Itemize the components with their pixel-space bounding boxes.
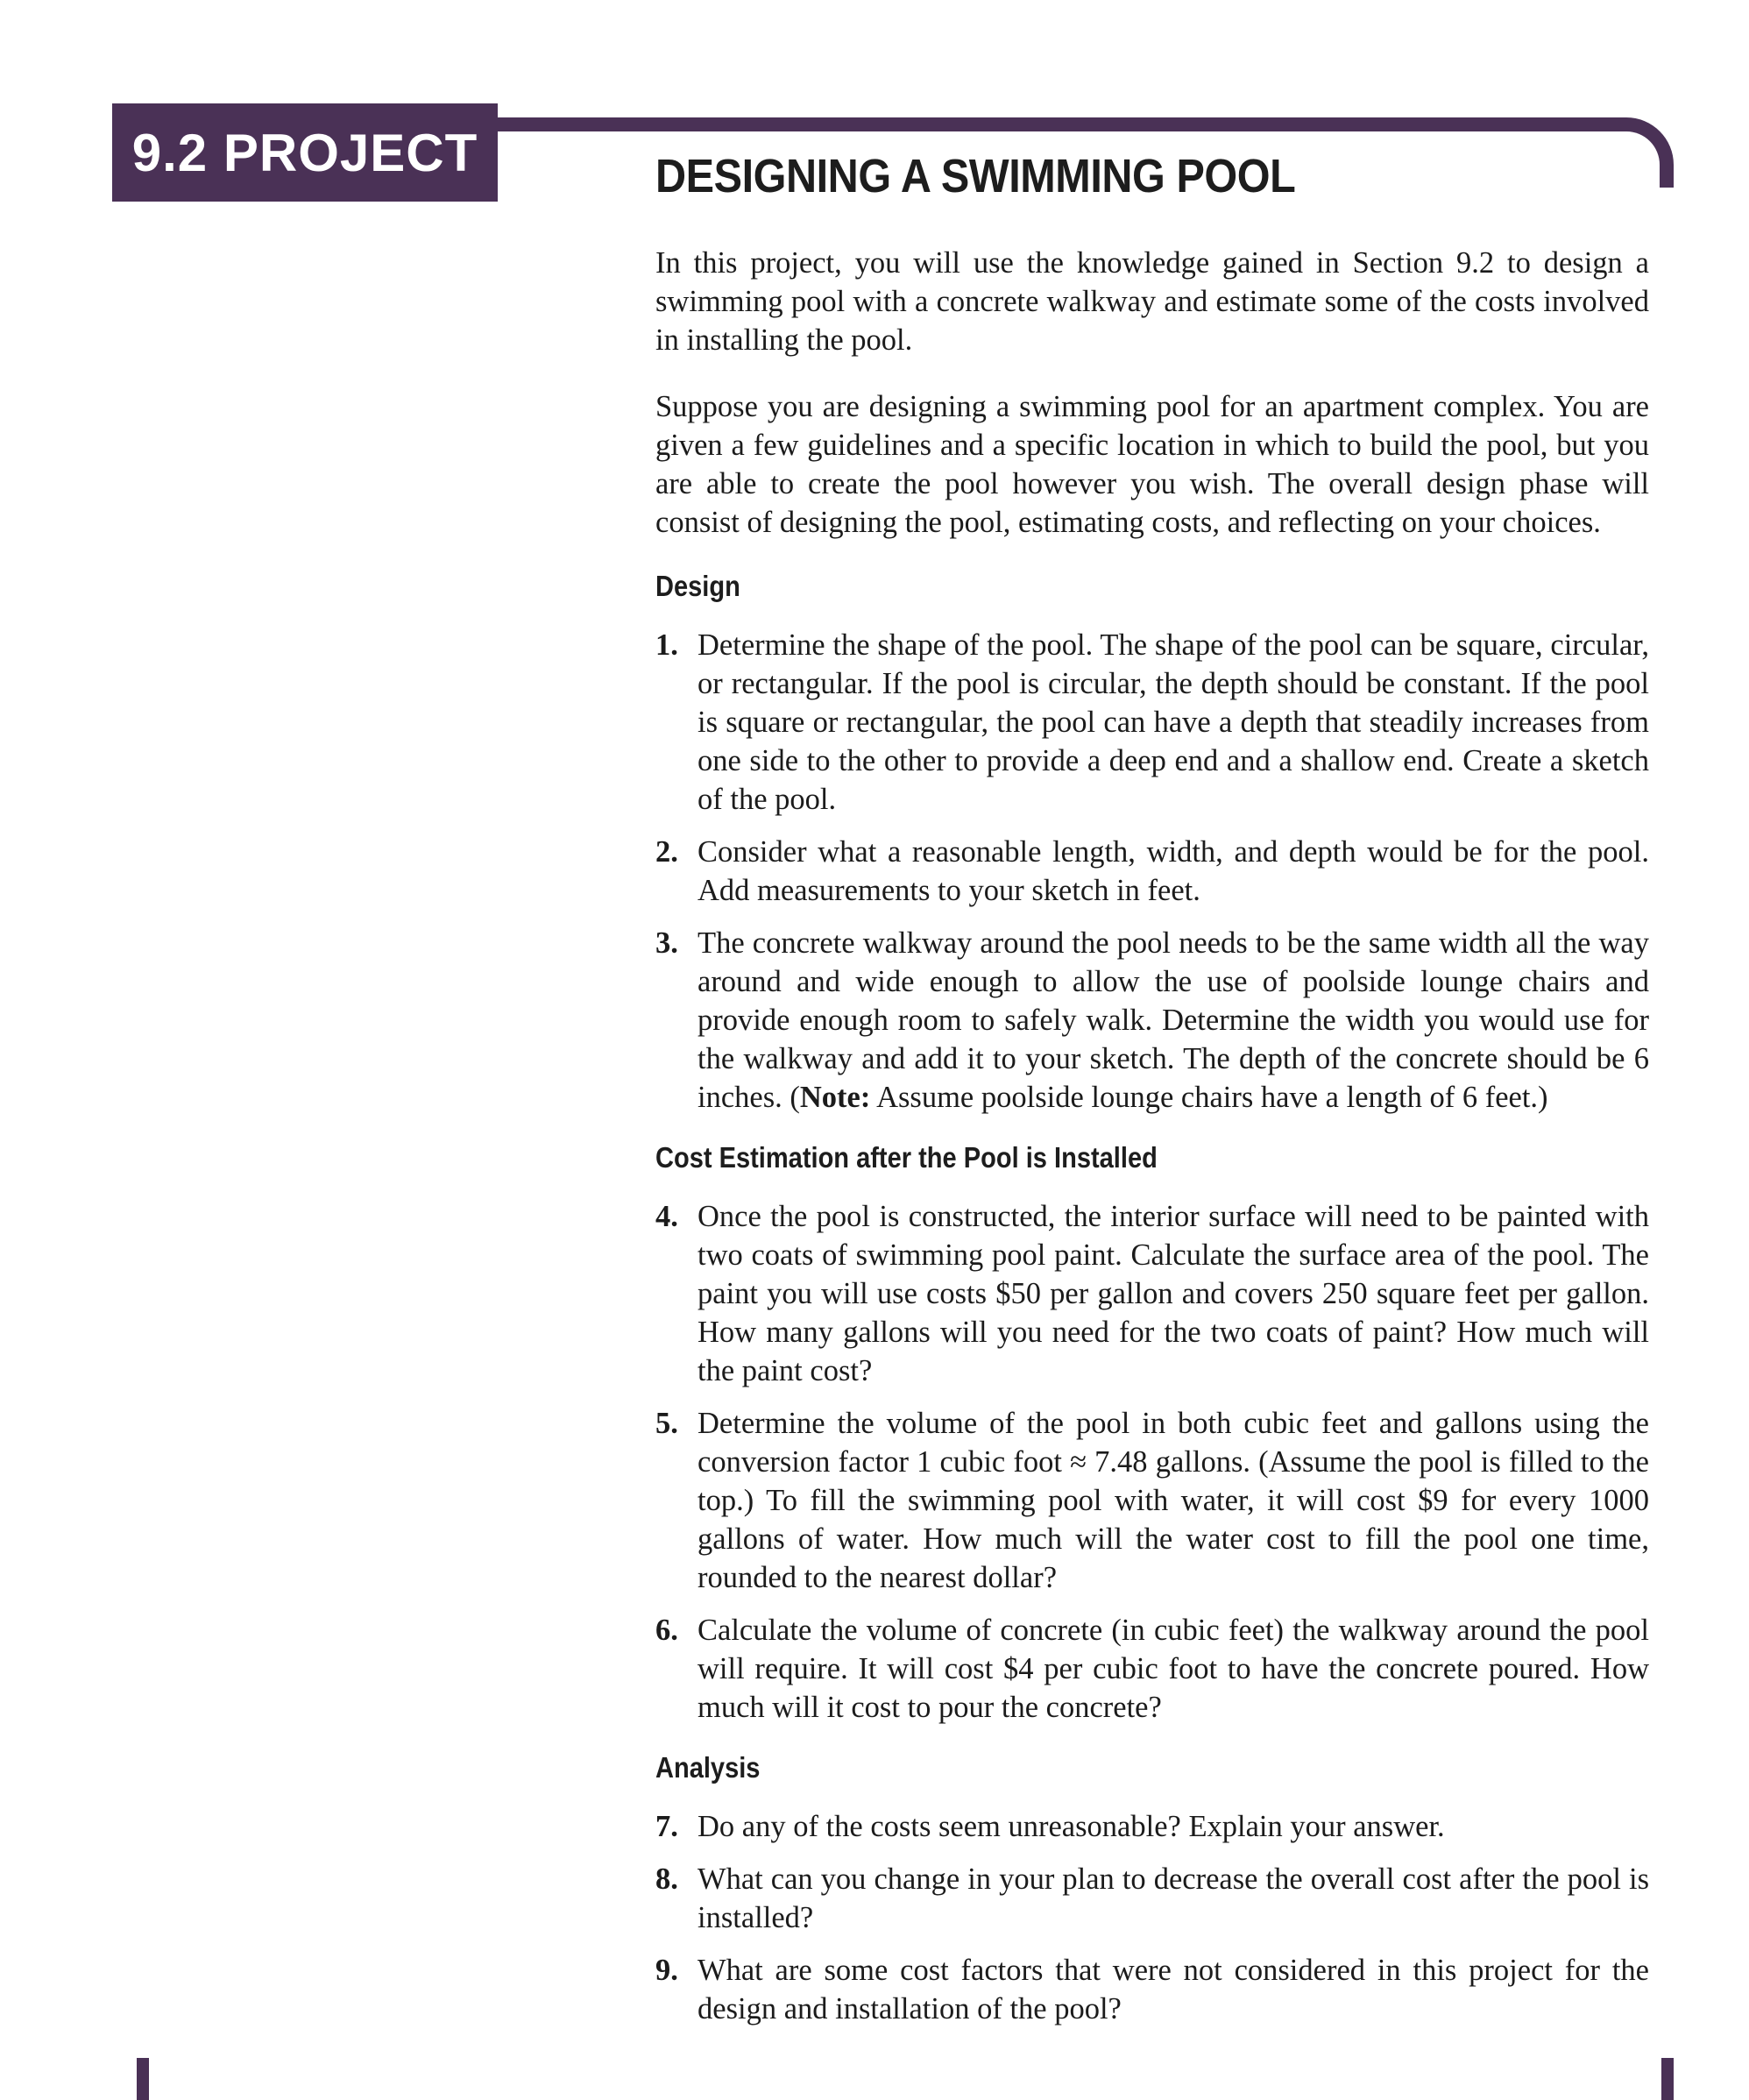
item-text-part: Assume poolside lounge chairs have a length of 6 feet.): [870, 1081, 1548, 1114]
item-number: 7.: [655, 1810, 678, 1843]
intro-paragraph: Suppose you are designing a swimming pool for an apartment complex. You are given a few guidelines and a specific location in which to build the pool, but you are able to create the pool however you wish. The overall design phase will consist of designing the pool, estimating costs, and reflecting on your choices.: [655, 390, 1649, 539]
note-label: Note:: [799, 1081, 871, 1114]
list-item: [655, 1197, 1649, 1390]
list-item: [655, 833, 1649, 910]
list-item: [655, 1860, 1649, 1937]
list-item: [655, 1951, 1649, 2028]
list-item: [655, 924, 1649, 1117]
list-item: [655, 626, 1649, 819]
item-text: Determine the shape of the pool. The shape of the pool can be square, circular, or rectangular. If the pool is circular, the depth should be constant. If the pool is square or rectangular, the pool can have a depth that steadily increases from one side to the other to provide a deep end and a shallow end. Create a sketch of the pool.: [697, 628, 1649, 816]
project-body: [655, 244, 1649, 2042]
item-number: 1.: [655, 628, 678, 662]
list-item: [655, 1807, 1649, 1846]
item-text: Calculate the volume of concrete (in cubic feet) the walkway around the pool will require. It will cost $4 per cubic foot to have the concrete poured. How much will it cost to pour the concrete?: [697, 1614, 1649, 1724]
item-number: 8.: [655, 1862, 678, 1896]
section-tag: 9.2 PROJECT: [112, 103, 498, 202]
item-text: Once the pool is constructed, the interior surface will need to be painted with two coats of swimming pool paint. Calculate the surface area of the pool. The paint you will use costs $50 per gallon and covers 250 square feet per gallon. How many gallons will you need for the two coats of paint? How much will the paint cost?: [697, 1200, 1649, 1387]
item-number: 6.: [655, 1614, 678, 1647]
section-heading-analysis: Analysis: [655, 1751, 761, 1784]
left-bottom-marker: [137, 2058, 149, 2100]
section-heading-cost-estimation: Cost Estimation after the Pool is Installed: [655, 1141, 1158, 1174]
item-text-part: The concrete walkway around the pool needs to be the same width all the way around and wide enough to allow the use of poolside lounge chairs and provide enough room to safely walk. Determine the width you would use for the walkway and add it to your sketch. The depth of the concrete should be 6 inches. (: [697, 926, 1649, 1114]
item-text: Consider what a reasonable length, width, and depth would be for the pool. Add measurements to your sketch in feet.: [697, 835, 1649, 907]
list-item: [655, 1404, 1649, 1597]
section-heading-design: Design: [655, 570, 740, 602]
item-number: 4.: [655, 1200, 678, 1233]
item-text: What are some cost factors that were not considered in this project for the design and installation of the pool?: [697, 1954, 1649, 2026]
item-text: Determine the volume of the pool in both cubic feet and gallons using the conversion factor 1 cubic foot ≈ 7.48 gallons. (Assume the pool is filled to the top.) To fill the swimming pool with water, it will cost $9 for every 1000 gallons of water. How much will the water cost to fill the pool one time, rounded to the nearest dollar?: [697, 1407, 1649, 1594]
item-number: 5.: [655, 1407, 678, 1440]
right-bottom-marker: [1661, 2058, 1674, 2100]
item-number: 3.: [655, 926, 678, 960]
item-number: 2.: [655, 835, 678, 869]
item-text: [697, 924, 1649, 1117]
item-text: What can you change in your plan to decrease the overall cost after the pool is installed?: [697, 1862, 1649, 1934]
item-number: 9.: [655, 1954, 678, 1987]
list-item: [655, 1611, 1649, 1727]
intro-paragraph: In this project, you will use the knowledge gained in Section 9.2 to design a swimming pool with a concrete walkway and estimate some of the costs involved in installing the pool.: [655, 246, 1649, 357]
item-text: Do any of the costs seem unreasonable? Explain your answer.: [697, 1810, 1445, 1843]
page-title: DESIGNING A SWIMMING POOL: [655, 150, 1296, 202]
